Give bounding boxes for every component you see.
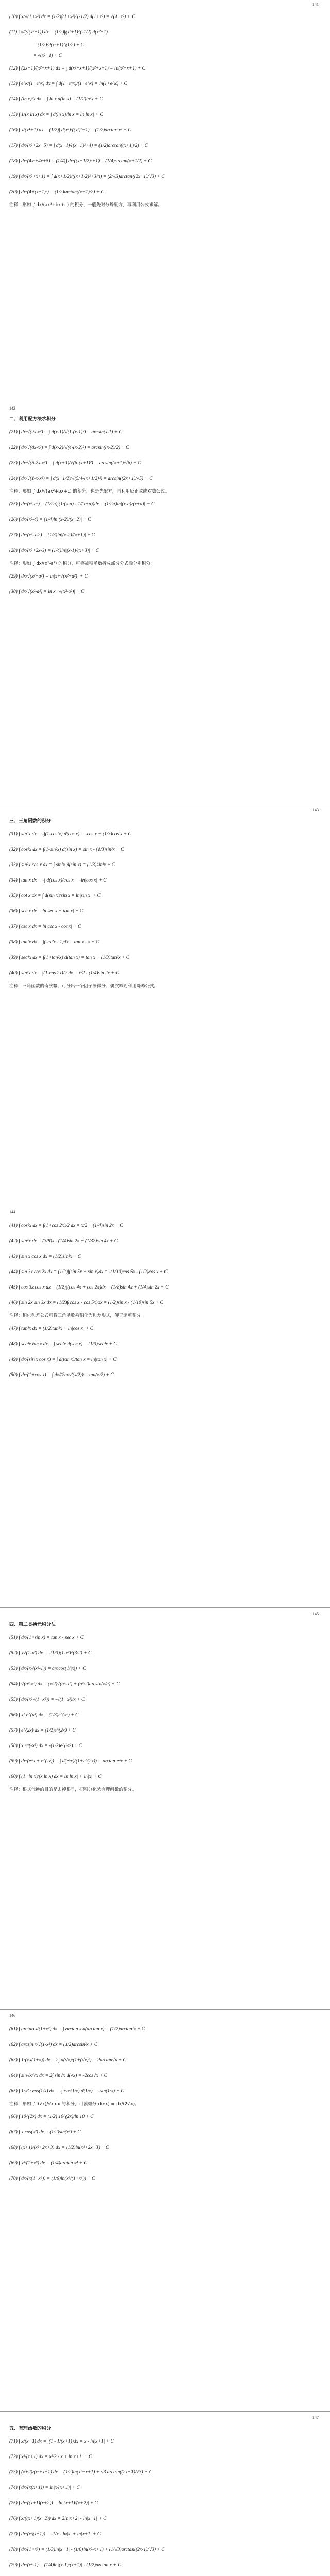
page-divider: [0, 2009, 330, 2010]
page-141: [0, 0, 330, 392]
formula-line: (56) ∫ x² e^(x³) dx = (1/3)e^(x³) + C: [9, 1713, 79, 1718]
formula-line: (29) ∫ dx/√(x²+a²) = ln|x+√(x²+a²)| + C: [9, 574, 88, 579]
formula-line: (34) ∫ tan x dx = -∫ d(cos x)/cos x = -ln|cos x| + C: [9, 878, 107, 883]
formula-line: (71) ∫ x/(x+1) dx = ∫(1 - 1/(x+1))dx = x - ln|x+1| + C: [9, 2439, 114, 2444]
formula-line: (57) ∫ e^(2x) dx = (1/2)e^(2x) + C: [9, 1728, 76, 1733]
note: 注释：三角函数的奇次幂，可分出一个因子凑微分；偶次幂则利用降幂公式。: [9, 984, 159, 989]
formula-line: (21) ∫ dx/√(2x-x²) = ∫ d(x-1)/√(1-(x-1)²) = arcsin(x-1) + C: [9, 430, 122, 435]
formula-line: (64) ∫ sin√x/√x dx = 2∫ sin√x d(√x) = -2cos√x + C: [9, 2073, 108, 2078]
formula-line: (69) ∫ x³/(1+x⁸) dx = (1/4)arctan x⁴ + C: [9, 2161, 87, 2166]
formula-line: (12) ∫ (2x+1)/(x²+x+1) dx = ∫ d(x²+x+1)/(x²+x+1) = ln(x²+x+1) + C: [9, 66, 145, 71]
formula-line: = (1/2)·2(x²+1)^(1/2) + C: [33, 43, 84, 48]
formula-line: (53) ∫ dx/(x√(x²-1)) = arccos(1/|x|) + C: [9, 1666, 86, 1671]
page-number: 144: [9, 1210, 15, 1214]
formula-line: (32) ∫ cos³x dx = ∫(1-sin²x) d(sin x) = sin x - (1/3)sin³x + C: [9, 847, 124, 852]
formula-line: (19) ∫ dx/(x²+x+1) = ∫ d(x+1/2)/((x+1/2)²+3/4) = (2/√3)arctan((2x+1)/√3) + C: [9, 174, 165, 179]
formula-line: (30) ∫ dx/√(x²-a²) = ln|x+√(x²-a²)| + C: [9, 589, 85, 595]
page-number: 141: [312, 2, 319, 7]
formula-line: (45) ∫ cos 3x cos x dx = (1/2)∫(cos 4x + cos 2x)dx = (1/8)sin 4x + (1/4)sin 2x + C: [9, 1285, 169, 1290]
formula-line: (74) ∫ dx/(x(x+1)) = ln|x/(x+1)| + C: [9, 2485, 80, 2490]
formula-line: (11) ∫ x/(√(x²+1)) dx = (1/2)∫(x²+1)^(-1/2) d(x²+1): [9, 30, 108, 35]
formula-line: (68) ∫ (x+1)/(x²+2x+3) dx = (1/2)ln(x²+2x+3) + C: [9, 2145, 109, 2150]
formula-line: (17) ∫ dx/(x²+2x+5) = ∫ d(x+1)/((x+1)²+4) = (1/2)arctan((x+1)/2) + C: [9, 143, 148, 148]
formula-line: (73) ∫ (x+2)/(x²+x+1) dx = (1/2)ln(x²+x+1) + √3 arctan((2x+1)/√3) + C: [9, 2470, 153, 2475]
page-divider: [0, 1607, 330, 1608]
formula-line: (31) ∫ sin³x dx = -∫(1-cos²x) d(cos x) = -cos x + (1/3)cos³x + C: [9, 832, 131, 837]
note: 注释：形如 ∫ f(√x)/√x dx 的积分，可凑微分 d(√x) = dx/(2√x)。: [9, 2102, 139, 2107]
page-143: [0, 806, 330, 1197]
formula-line: (26) ∫ dx/(x²-4) = (1/4)ln|(x-2)/(x+2)| + C: [9, 517, 91, 522]
section-heading: 四、第二类换元积分法: [9, 1622, 56, 1628]
section-heading: 二、利用配方法求积分: [9, 417, 56, 422]
formula-line: (18) ∫ dx/(4x²+4x+5) = (1/4)∫ dx/((x+1/2)²+1) = (1/4)arctan(x+1/2) + C: [9, 159, 152, 164]
formula-line: (50) ∫ dx/(1+cos x) = ∫ dx/(2cos²(x/2)) = tan(x/2) + C: [9, 1372, 114, 1378]
formula-line: (75) ∫ dx/((x+1)(x+2)) = ln|(x+1)/(x+2)| + C: [9, 2501, 98, 2506]
formula-line: (23) ∫ dx/√(5-2x-x²) = ∫ d(x+1)/√(6-(x+1)²) = arcsin((x+1)/√6) + C: [9, 461, 141, 466]
formula-line: (14) ∫ (ln x)/x dx = ∫ ln x d(ln x) = (1/2)ln²x + C: [9, 97, 103, 102]
formula-line: (39) ∫ sec⁴x dx = ∫(1+tan²x) d(tan x) = tan x + (1/3)tan³x + C: [9, 955, 130, 960]
formula-line: (66) ∫ 10^(2x) dx = (1/2)·10^(2x)/ln 10 + C: [9, 2114, 94, 2120]
note: 注释：形如 ∫ dx/(x²-a²) 的积分，可将被积函数拆成部分分式后分别积分。: [9, 561, 155, 566]
page-number: 146: [9, 2013, 15, 2018]
page-number: 145: [312, 1612, 319, 1616]
page-146: [0, 2011, 330, 2403]
formula-line: (27) ∫ dx/(x²-x-2) = (1/3)ln|(x-2)/(x+1)| + C: [9, 533, 95, 538]
page-number: 142: [9, 406, 15, 411]
formula-line: (37) ∫ csc x dx = ln|csc x - cot x| + C: [9, 924, 81, 929]
formula-line: (65) ∫ 1/x² · cos(1/x) dx = -∫ cos(1/x) d(1/x) = -sin(1/x) + C: [9, 2089, 124, 2094]
formula-line: (67) ∫ x cos(x²) dx = (1/2)sin(x²) + C: [9, 2130, 81, 2135]
formula-line: (63) ∫ 1/(√x(1+x)) dx = 2∫ d(√x)/(1+(√x)²) = 2arctan√x + C: [9, 2058, 126, 2063]
formula-line: [9, 2573, 315, 2576]
formula-line: (35) ∫ cot x dx = ∫ d(sin x)/sin x = ln|sin x| + C: [9, 893, 101, 899]
formula-line: (25) ∫ dx/(x²-a²) = (1/2a)∫(1/(x-a) - 1/(x+a))dx = (1/2a)ln|(x-a)/(x+a)| + C: [9, 502, 155, 507]
section-heading: 三、三角函数的积分: [9, 819, 52, 824]
formula-line: (72) ∫ x²/(x+1) dx = x²/2 - x + ln|x+1| + C: [9, 2454, 92, 2460]
formula-line: (78) ∫ dx/(1+x³) = (1/3)ln|x+1| - (1/6)ln(x²-x+1) + (1/√3)arctan((2x-1)/√3) + C: [9, 2547, 165, 2552]
formula-line: (36) ∫ sec x dx = ln|sec x + tan x| + C: [9, 909, 84, 914]
formula-line: (52) ∫ x√(1-x²) dx = -(1/3)(1-x²)^(3/2) + C: [9, 1651, 92, 1656]
page-144: [0, 1208, 330, 1599]
formula-line: (10) ∫ x/√(1+x²) dx = (1/2)∫(1+x²)^(-1/2) d(1+x²) = √(1+x²) + C: [9, 14, 135, 20]
section-heading: 五、有理函数的积分: [9, 2426, 52, 2431]
formula-line: (20) ∫ dx/(4+(x+1)²) = (1/2)arctan((x+1)/2) + C: [9, 190, 104, 195]
formula-line: (43) ∫ sin x cos x dx = (1/2)sin²x + C: [9, 1254, 81, 1259]
page-145: [0, 1609, 330, 2001]
formula-line: (41) ∫ cos²x dx = ∫(1+cos 2x)/2 dx = x/2 + (1/4)sin 2x + C: [9, 1223, 123, 1228]
page-divider: [0, 2411, 330, 2412]
note: 注释：积化和差公式可将三角函数乘积化为和差形式，便于逐项积分。: [9, 1313, 145, 1318]
formula-line: (33) ∫ sin²x cos x dx = ∫ sin²x d(sin x) = (1/3)sin³x + C: [9, 862, 115, 868]
formula-line: (47) ∫ tan³x dx = (1/2)tan²x + ln|cos x| + C: [9, 1326, 94, 1331]
formula-line: (62) ∫ arcsin x/√(1-x²) dx = (1/2)arcsin²x + C: [9, 2042, 98, 2047]
formula-line: (46) ∫ sin 2x sin 3x dx = (1/2)∫(cos x - cos 5x)dx = (1/2)sin x - (1/10)sin 5x + C: [9, 1300, 163, 1306]
formula-line: (54) ∫ √(a²-x²) dx = (x/2)√(a²-x²) + (a²/2)arcsin(x/a) + C: [9, 1682, 120, 1687]
formula-line: (22) ∫ dx/√(4x-x²) = ∫ d(x-2)/√(4-(x-2)²) = arcsin((x-2)/2) + C: [9, 445, 129, 450]
formula-line: = √(x²+1) + C: [33, 53, 62, 58]
formula-line: (48) ∫ sec³x tan x dx = ∫ sec²x d(sec x) = (1/3)sec³x + C: [9, 1342, 117, 1347]
formula-line: (60) ∫ (1+ln x)/(x ln x) dx = ln|ln x| + ln|x| + C: [9, 1774, 102, 1780]
note: 注释：根式代换的目的是去掉根号，把积分化为有理函数的积分。: [9, 1787, 137, 1792]
formula-line: (28) ∫ dx/(x²+2x-3) = (1/4)ln|(x-1)/(x+3)| + C: [9, 548, 100, 553]
formula-line: (77) ∫ dx/(x²(x+1)) = -1/x - ln|x| + ln|x+1| + C: [9, 2532, 101, 2537]
page-number: 147: [312, 2415, 319, 2420]
formula-line: (70) ∫ dx/(x(1+x⁶)) = (1/6)ln(x⁶/(1+x⁶)) + C: [9, 2176, 95, 2181]
formula-line: (44) ∫ sin 3x cos 2x dx = (1/2)∫(sin 5x + sin x)dx = -(1/10)cos 5x - (1/2)cos x + C: [9, 1269, 168, 1275]
formula-line: (42) ∫ sin⁴x dx = (3/8)x - (1/4)sin 2x + (1/32)sin 4x + C: [9, 1239, 118, 1244]
note: 注释：形如 ∫ dx/(ax²+bx+c) 的积分，一般先对分母配方，再利用公式求解。: [9, 202, 162, 208]
formula-line: (76) ∫ x/((x+1)(x+2)) dx = 2ln|x+2| - ln|x+1| + C: [9, 2516, 107, 2521]
formula-line: (59) ∫ dx/(e^x + e^(-x)) = ∫ d(e^x)/(1+e^(2x)) = arctan e^x + C: [9, 1759, 132, 1764]
formula-line: (38) ∫ tan²x dx = ∫(sec²x - 1)dx = tan x - x + C: [9, 940, 100, 945]
formula-line: (55) ∫ dx/(x²√(1+x²)) = -√(1+x²)/x + C: [9, 1697, 85, 1702]
formula-line: (40) ∫ sin²x dx = ∫(1-cos 2x)/2 dx = x/2 - (1/4)sin 2x + C: [9, 971, 119, 976]
formula-line: (16) ∫ x/(x⁴+1) dx = (1/2)∫ d(x²)/((x²)²+1) = (1/2)arctan x² + C: [9, 128, 131, 133]
formula-line: (24) ∫ dx/√(1-x-x²) = ∫ d(x+1/2)/√(5/4-(x+1/2)²) = arcsin((2x+1)/√5) + C: [9, 476, 153, 481]
page-147: [0, 2413, 330, 2576]
note: 注释：形如 ∫ dx/√(ax²+bx+c) 的积分，也是先配方，再利用反正弦或对数公式。: [9, 489, 170, 494]
formula-line: (58) ∫ x e^(-x²) dx = -(1/2)e^(-x²) + C: [9, 1743, 82, 1749]
formula-line: (49) ∫ dx/(sin x cos x) = ∫ d(tan x)/tan x = ln|tan x| + C: [9, 1357, 117, 1362]
formula-line: (79) ∫ dx/(x⁴-1) = (1/4)ln|(x-1)/(x+1)| - (1/2)arctan x + C: [9, 2563, 121, 2568]
formula-line: (13) ∫ e^x/(1+e^x) dx = ∫ d(1+e^x)/(1+e^x) = ln(1+e^x) + C: [9, 81, 127, 87]
page-142: [0, 404, 330, 795]
formula-line: (15) ∫ 1/(x ln x) dx = ∫ d(ln x)/ln x = ln|ln x| + C: [9, 112, 103, 117]
page-number: 143: [312, 808, 319, 812]
formula-line: (61) ∫ arctan x/(1+x²) dx = ∫ arctan x d(arctan x) = (1/2)arctan²x + C: [9, 2027, 145, 2032]
formula-line: (51) ∫ dx/(1+sin x) = tan x - sec x + C: [9, 1635, 84, 1640]
